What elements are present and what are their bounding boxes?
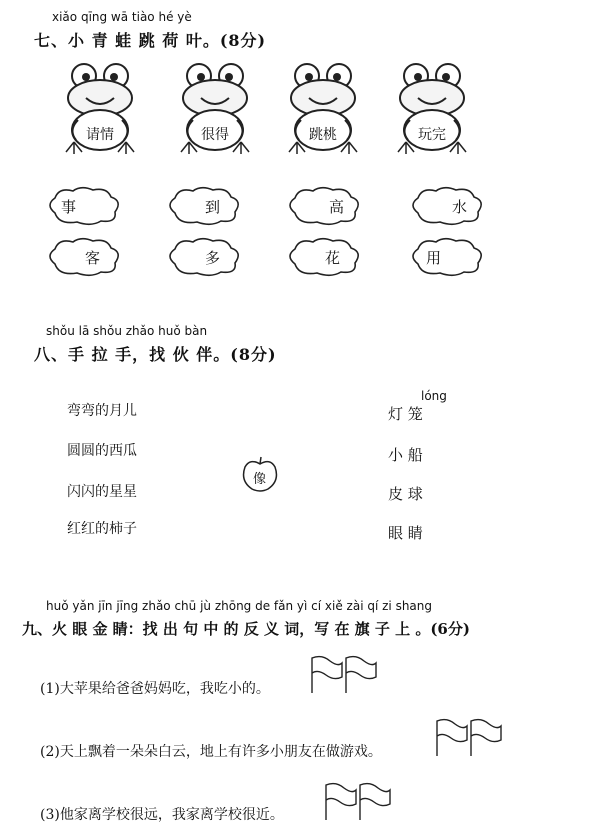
frog-label: 玩完 [418,127,446,143]
right-item-4: 眼 睛 [388,524,423,542]
cloud-char: 水 [452,198,468,216]
frog-1 [60,60,140,160]
frog-icon [392,60,472,160]
frog-4 [392,60,472,160]
flag-icon [433,718,505,758]
frog-2 [175,60,255,160]
cloud-icon [45,185,123,227]
apple [242,455,278,493]
left-item-3: 闪闪的星星 [67,484,137,500]
section9-pinyin: huǒ yǎn jīn jīng zhǎo chū jù zhōng de fǎn yì cí xiě zài qí zi shang [46,599,432,613]
right-item-1: 灯 笼 [388,405,423,423]
right-item-2: 小 船 [388,446,423,464]
sentence-3: (3)他家离学校很远，我家离学校很近。 [40,807,284,823]
cloud-icon [408,185,486,227]
cloud-icon [408,236,486,278]
flag-pair-2[interactable] [433,718,505,758]
cloud-icon [285,185,363,227]
frog-label: 跳桃 [309,127,337,143]
cloud-char: 客 [85,249,101,267]
section8-title: 八、手 拉 手，找 伙 伴。(8分) [34,345,277,364]
frog-icon [175,60,255,160]
section7-pinyin: xiǎo qīng wā tiào hé yè [52,10,192,24]
cloud-char: 到 [205,198,221,216]
cloud-icon [285,236,363,278]
frog-icon [60,60,140,160]
cloud-icon [165,236,243,278]
section8-pinyin: shǒu lā shǒu zhǎo huǒ bàn [46,324,208,338]
sentence-2: (2)天上飘着一朵朵白云，地上有许多小朋友在做游戏。 [40,744,382,760]
right-pinyin: lóng [421,389,447,403]
cloud-char: 用 [426,249,442,267]
cloud-7 [285,236,363,278]
cloud-icon [165,185,243,227]
flag-pair-3[interactable] [322,782,394,822]
sentence-1: (1)大苹果给爸爸妈妈吃，我吃小的。 [40,681,270,697]
cloud-5 [45,236,123,278]
left-item-4: 红红的柿子 [67,521,137,537]
cloud-8 [408,236,486,278]
cloud-3 [285,185,363,227]
cloud-char: 事 [61,198,77,216]
left-item-1: 弯弯的月儿 [67,403,137,419]
cloud-char: 花 [325,249,341,267]
apple-char: 像 [253,472,267,487]
frog-3 [283,60,363,160]
cloud-4 [408,185,486,227]
flag-pair-1[interactable] [308,655,380,695]
left-item-2: 圆圆的西瓜 [67,443,137,459]
cloud-2 [165,185,243,227]
cloud-char: 多 [205,249,221,267]
cloud-1 [45,185,123,227]
cloud-char: 高 [329,198,345,216]
flag-icon [322,782,394,822]
frog-label: 请情 [86,127,114,143]
flag-icon [308,655,380,695]
section9-title: 九、火 眼 金 睛：找 出 句 中 的 反 义 词，写 在 旗 子 上 。(6分) [22,620,470,638]
frog-label: 很得 [201,127,229,143]
cloud-icon [45,236,123,278]
right-item-3: 皮 球 [388,485,423,503]
frog-icon [283,60,363,160]
cloud-6 [165,236,243,278]
section7-title: 七、小 青 蛙 跳 荷 叶。(8分) [34,31,267,50]
